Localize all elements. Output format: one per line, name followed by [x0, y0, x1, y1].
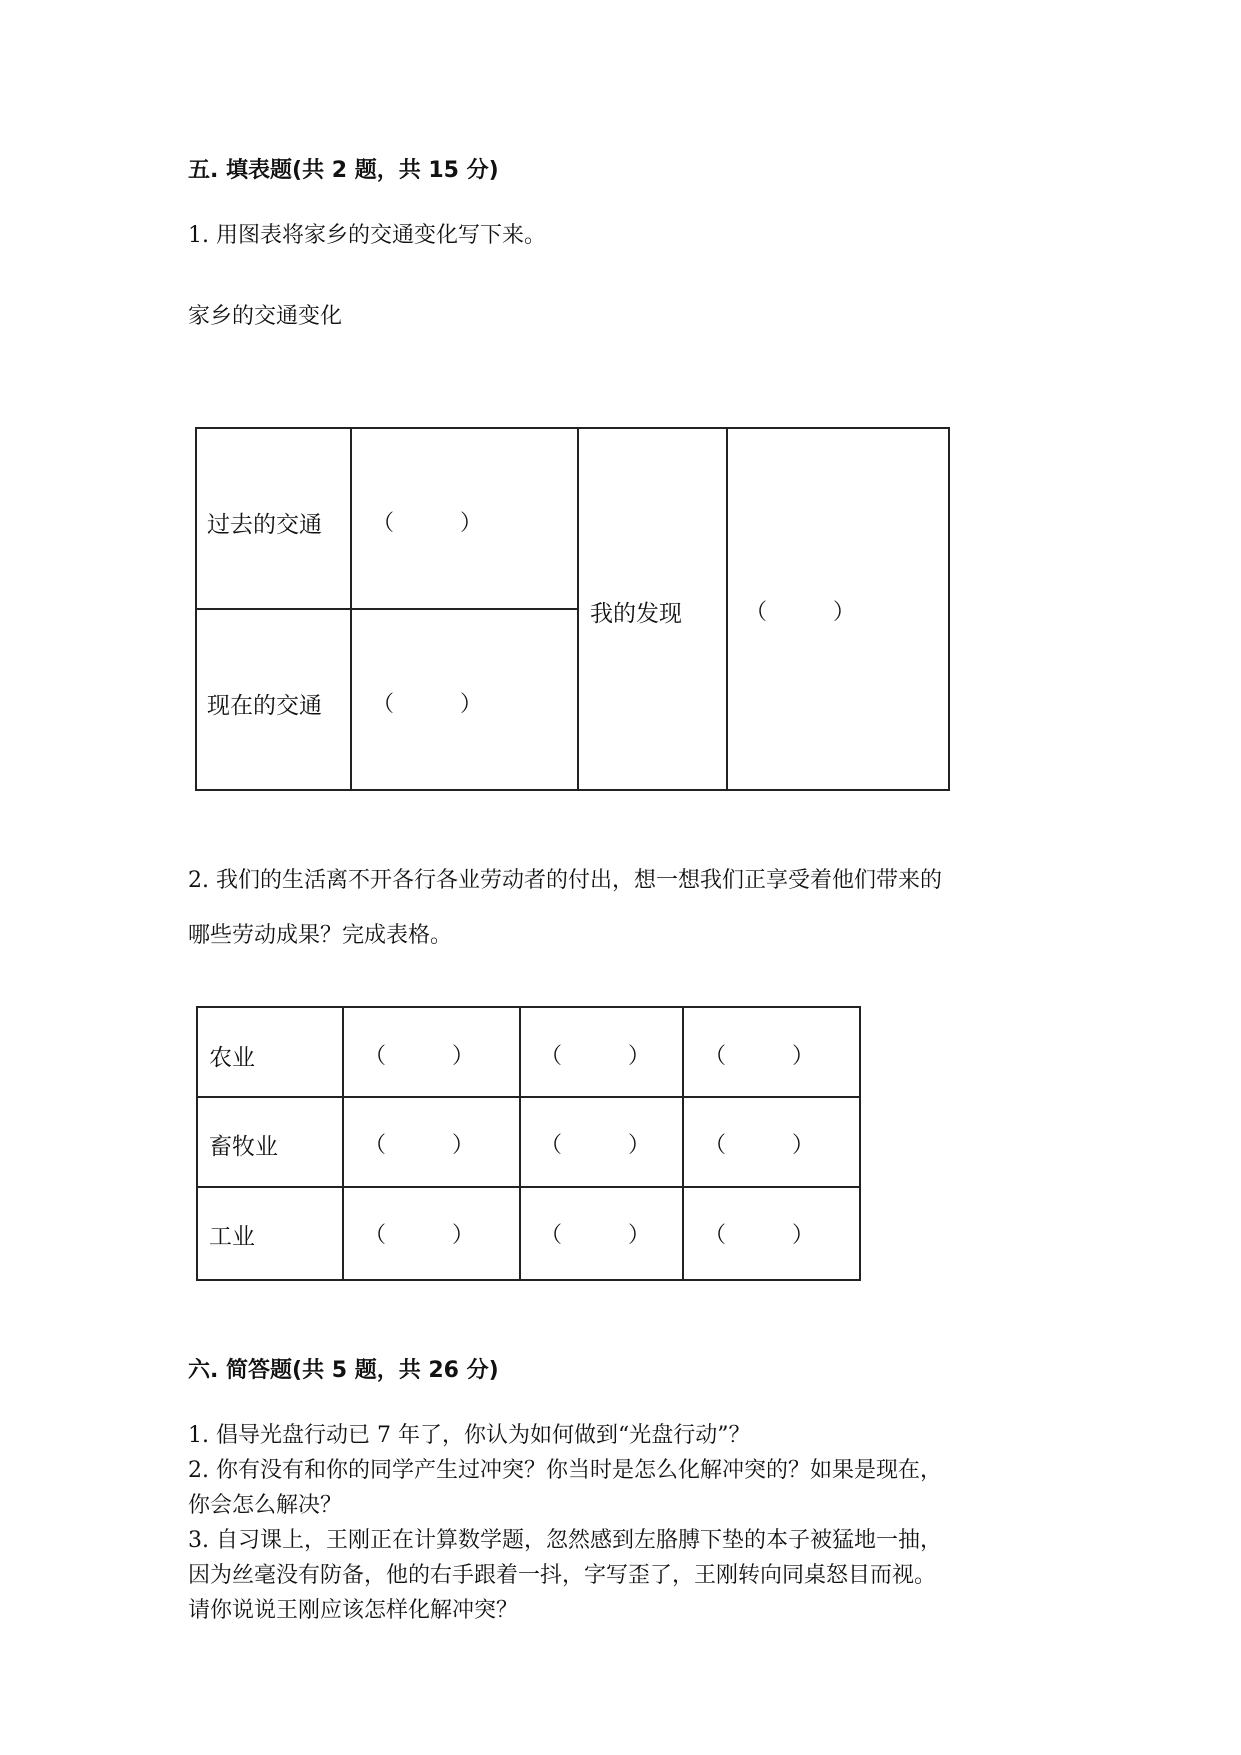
- industry-blank-1[interactable]: （ ）: [364, 1223, 475, 1248]
- industry-blank-2[interactable]: （ ）: [540, 1223, 651, 1248]
- short-answer-q3-line2: 因为丝毫没有防备，他的右手跟着一抖，字写歪了，王刚转向同桌怒目而视。: [188, 1563, 937, 1588]
- industry-blank-3[interactable]: （ ）: [704, 1223, 815, 1248]
- row-label-animal-husbandry: 畜牧业: [209, 1134, 278, 1160]
- agriculture-blank-1[interactable]: （ ）: [364, 1044, 475, 1069]
- short-answer-q2-line1: 2. 你有没有和你的同学产生过冲突？你当时是怎么化解冲突的？如果是现在，: [188, 1458, 942, 1483]
- row-label-industry: 工业: [209, 1224, 255, 1250]
- now-traffic-blank[interactable]: （ ）: [372, 692, 483, 717]
- short-answer-q3-line1: 3. 自习课上，王刚正在计算数学题，忽然感到左胳膊下垫的本子被猛地一抽，: [188, 1528, 942, 1553]
- question-2-text-line2: 哪些劳动成果？完成表格。: [188, 923, 453, 948]
- short-answer-q3-line3: 请你说说王刚应该怎样化解冲突？: [188, 1598, 519, 1623]
- agriculture-blank-2[interactable]: （ ）: [540, 1044, 651, 1069]
- now-traffic-label: 现在的交通: [207, 693, 322, 719]
- table-subtitle: 家乡的交通变化: [188, 304, 343, 329]
- short-answer-q1: 1. 倡导光盘行动已 7 年了，你认为如何做到“光盘行动”？: [188, 1423, 751, 1448]
- question-1-text: 1. 用图表将家乡的交通变化写下来。: [188, 223, 546, 248]
- animal-husbandry-blank-2[interactable]: （ ）: [540, 1133, 651, 1158]
- section-six-title: 六. 简答题(共 5 题，共 26 分): [188, 1358, 499, 1383]
- short-answer-q2-line2: 你会怎么解决？: [188, 1493, 343, 1518]
- agriculture-blank-3[interactable]: （ ）: [704, 1044, 815, 1069]
- past-traffic-label: 过去的交通: [207, 512, 322, 538]
- past-traffic-blank[interactable]: （ ）: [372, 511, 483, 536]
- finding-blank[interactable]: （ ）: [745, 600, 856, 625]
- animal-husbandry-blank-3[interactable]: （ ）: [704, 1133, 815, 1158]
- animal-husbandry-blank-1[interactable]: （ ）: [364, 1133, 475, 1158]
- finding-label: 我的发现: [590, 601, 682, 627]
- section-five-title: 五. 填表题(共 2 题，共 15 分): [188, 158, 499, 183]
- question-2-text-line1: 2. 我们的生活离不开各行各业劳动者的付出，想一想我们正享受着他们带来的: [188, 868, 942, 893]
- row-label-agriculture: 农业: [209, 1045, 255, 1071]
